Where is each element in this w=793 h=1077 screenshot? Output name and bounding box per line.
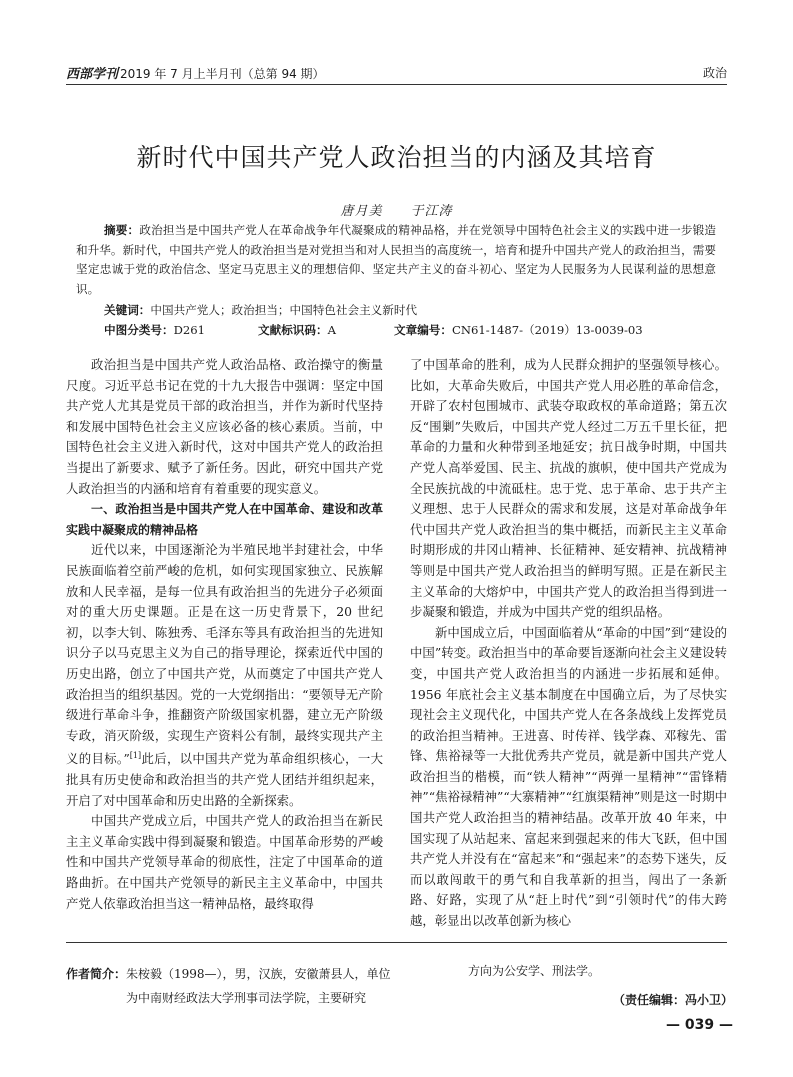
- body-paragraph: 中国共产党成立后，中国共产党人的政治担当在新民主主义革命实践中得到凝聚和锻造。中国革命形势的严峻性和中国共产党领导革命的彻底性，注定了中国革命的道路曲折。在中国共产党领导的新民主主义革命中，中国共产党人依靠政治担当这一精神品格，最终取得: [66, 813, 383, 911]
- keywords-label: 关键词：: [104, 303, 151, 317]
- section-label: 政治: [702, 66, 727, 80]
- clc-code: 中图分类号：D261: [104, 323, 206, 337]
- bio-line-2: 为中南财经政法大学刑事司法学院，主要研究: [126, 991, 367, 1005]
- issue-info: 2019 年 7 月上半月刊（总第 94 期）: [120, 67, 325, 81]
- article-title: 新时代中国共产党人政治担当的内涵及其培育: [136, 143, 657, 172]
- body-paragraph: 政治担当是中国共产党人政治品格、政治操守的衡量尺度。习近平总书记在党的十九大报告中强调：坚定中国共产党人尤其是党员干部的政治担当，并作为新时代坚持和发展中国特色社会主义应该必备的核心素质。当前，中国特色社会主义进入新时代，这对中国共产党人的政治担当提出了新要求、赋予了新任务。因此，研究中国共产党人政治担当的内涵和培育有着重要的现实意义。: [66, 357, 383, 496]
- bio-label: 作者简介：: [66, 967, 127, 981]
- header-rule: [66, 84, 727, 85]
- footnote-rule: [66, 942, 727, 943]
- journal-logo: 西部学刊: [66, 67, 119, 82]
- article-authors: 唐月美 于江涛: [340, 204, 453, 219]
- article-number: 文章编号：CN61-1487-（2019）13-0039-03: [394, 323, 643, 337]
- section-heading: 一、政治担当是中国共产党人在中国革命、建设和改革实践中凝聚成的精神品格: [66, 502, 383, 537]
- abstract-text: 政治担当是中国共产党人在革命战争年代凝聚成的精神品格，并在党领导中国特色社会主义的实践中进一步锻造和升华。新时代，中国共产党人的政治担当是对党担当和对人民担当的高度统一，培育和提升中国共产党人的政治担当，需要坚定忠诚于党的政治信念、坚定马克思主义的理想信仰、坚定共产主义的奋斗初心、坚定为人民服务为人民谋利益的思想意识。: [76, 223, 716, 296]
- keywords-text: 中国共产党人；政治担当；中国特色社会主义新时代: [150, 303, 418, 317]
- body-paragraph: 近代以来，中国逐渐沦为半殖民地半封建社会，中华民族面临着空前严峻的危机，如何实现国家独立、民族解放和人民幸福，是每一位具有政治担当的先进分子必须面对的重大历史课题。正是在这一历史背景下，20 世纪初，以李大钊、陈独秀、毛泽东等具有政治担当的先进知识分子以马克思主义为自己的指导理论，探索近代中国的历史出路，创立了中国共产党，从而奠定了中国共产党人政治担当的组织基因。党的一大党纲指出：“要领导无产阶级进行革命斗争，推翻资产阶级国家机器，建立无产阶级专政，消灭阶级，实现生产资料公有制，最终实现共产主义的目标。”[1]此后，以中国共产党为革命组织核心，一大批具有历史使命和政治担当的共产党人团结并组织起来，开启了对中国革命和历史出路的全新探索。: [66, 542, 384, 808]
- citation-ref: [1]: [129, 751, 142, 761]
- body-paragraph: 了中国革命的胜利，成为人民群众拥护的坚强领导核心。比如，大革命失败后，中国共产党人用必胜的革命信念，开辟了农村包围城市、武装夺取政权的革命道路；第五次反“围剿”失败后，中国共产党人经过二万五千里长征，把革命的力量和火种带到圣地延安；抗日战争时期，中国共产党人高举爱国、民主、抗战的旗帜，使中国共产党成为全民族抗战的中流砥柱。忠于党、忠于革命、忠于共产主义理想、忠于人民群众的需求和发展，这是对革命战争年代中国共产党人政治担当的集中概括，而新民主主义革命时期形成的井冈山精神、长征精神、延安精神、抗战精神等则是中国共产党人政治担当的鲜明写照。正是在新民主主义革命的大熔炉中，中国共产党人的政治担当得到进一步凝聚和锻造，并成为中国共产党的组织品格。: [410, 357, 727, 620]
- author-bio: [66, 962, 406, 1010]
- abstract-label: 摘要：: [104, 223, 140, 237]
- keywords: [104, 302, 417, 318]
- document-code: 文献标识码：A: [258, 323, 336, 337]
- abstract: [76, 221, 716, 299]
- body-column-right: [410, 355, 727, 932]
- body-column-left: [66, 355, 383, 914]
- responsible-editor: （责任编辑：冯小卫）: [612, 993, 733, 1007]
- body-paragraph: 新中国成立后，中国面临着从“革命的中国”到“建设的中国”转变。政治担当中的革命要旨逐渐向社会主义建设转变，中国共产党人政治担当的内涵进一步拓展和延伸。1956 年底社会主义基本制度在中国确立后，为了尽快实现社会主义现代化，中国共产党人在各条战线上发挥党员的政治担当精神。王进喜、时传祥、钱学森、邓稼先、雷锋、焦裕禄等一大批优秀共产党员，就是新中国共产党人政治担当的楷模，而“铁人精神”“两弹一星精神”“雷锋精神”“焦裕禄精神”“大寨精神”“红旗渠精神”则是这一时期中国共产党人政治担当的精神结晶。改革开放 40 年来，中国实现了从站起来、富起来到强起来的伟大飞跃，但中国共产党人并没有在“富起来”和“强起来”的态势下迷失，反而以敢闯敢干的勇气和自我革新的担当，闯出了一条新路、好路，实现了从“赶上时代”到“引领时代”的伟大跨越，彰显出以改革创新为核心: [410, 624, 727, 929]
- author-bio-continued: 方向为公安学、刑法学。: [468, 964, 601, 978]
- running-header-left: [66, 63, 325, 82]
- page-number: — 039 —: [666, 1017, 733, 1033]
- bio-line-1: 朱桉毅（1998—），男，汉族，安徽萧县人，单位: [126, 967, 391, 981]
